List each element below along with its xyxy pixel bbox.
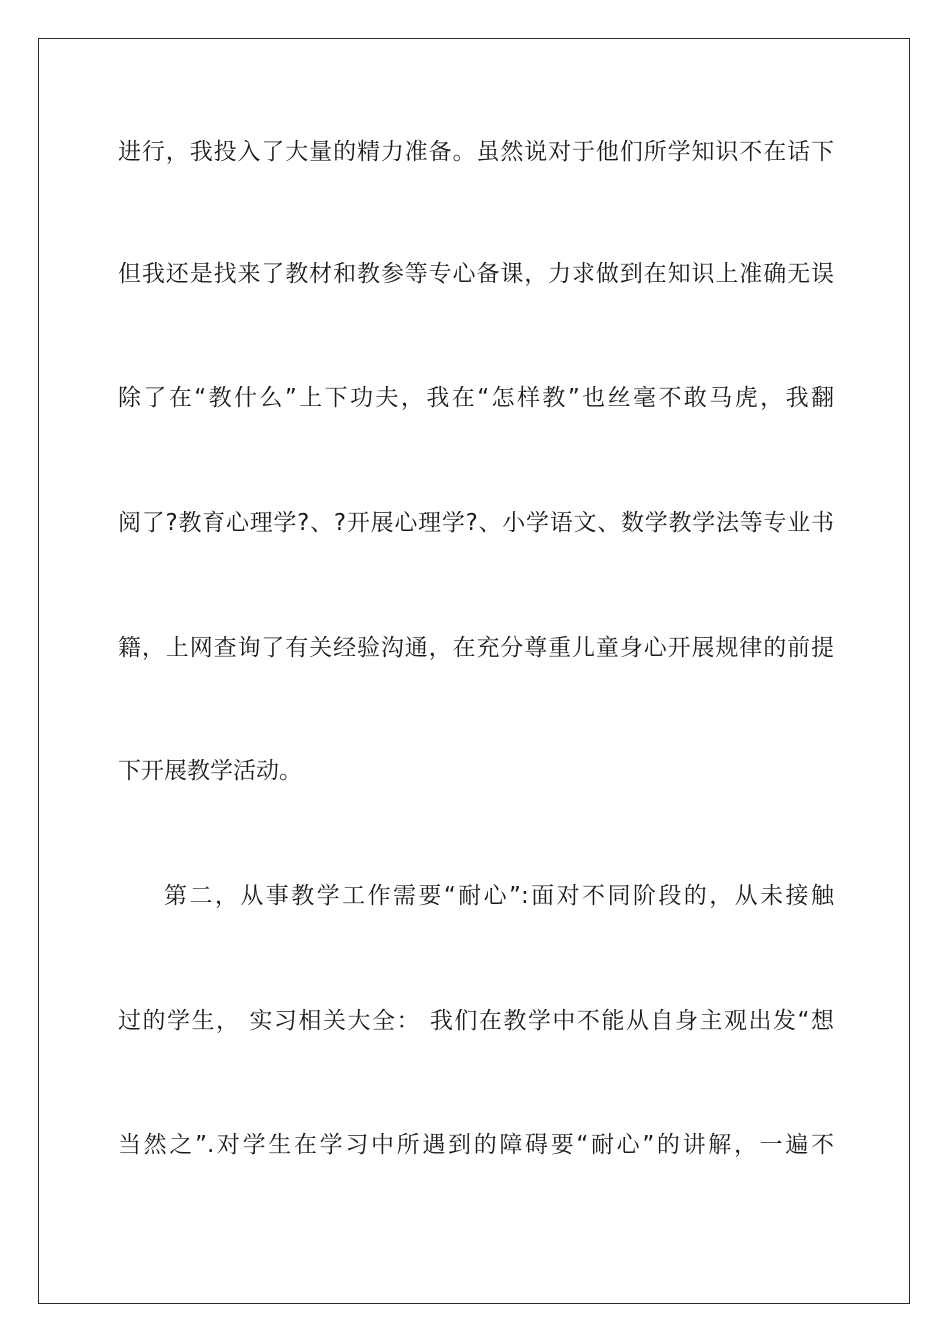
paragraph-line-3: 除了在“教什么”上下功夫，我在“怎样教”也丝毫不敢马虎，我翻: [118, 385, 834, 411]
paragraph-line-6: 下开展教学活动。: [118, 758, 302, 784]
paragraph-line-1: 进行，我投入了大量的精力准备。虽然说对于他们所学知识不在话下: [118, 139, 834, 165]
paragraph-line-4: 阅了?教育心理学?、?开展心理学?、小学语文、数学教学法等专业书: [118, 510, 834, 536]
paragraph-line-9: 当然之”.对学生在学习中所遇到的障碍要“耐心”的讲解，一遍不: [118, 1132, 834, 1158]
paragraph-line-8: 过的学生， 实习相关大全： 我们在教学中不能从自身主观出发“想: [118, 1008, 834, 1034]
page-border: [38, 38, 910, 1304]
paragraph-line-5: 籍，上网查询了有关经验沟通，在充分尊重儿童身心开展规律的前提: [118, 635, 834, 661]
paragraph-line-2: 但我还是找来了教材和教参等专心备课，力求做到在知识上准确无误: [118, 261, 834, 287]
paragraph-line-7: 第二，从事教学工作需要“耐心”:面对不同阶段的，从未接触: [164, 883, 834, 909]
